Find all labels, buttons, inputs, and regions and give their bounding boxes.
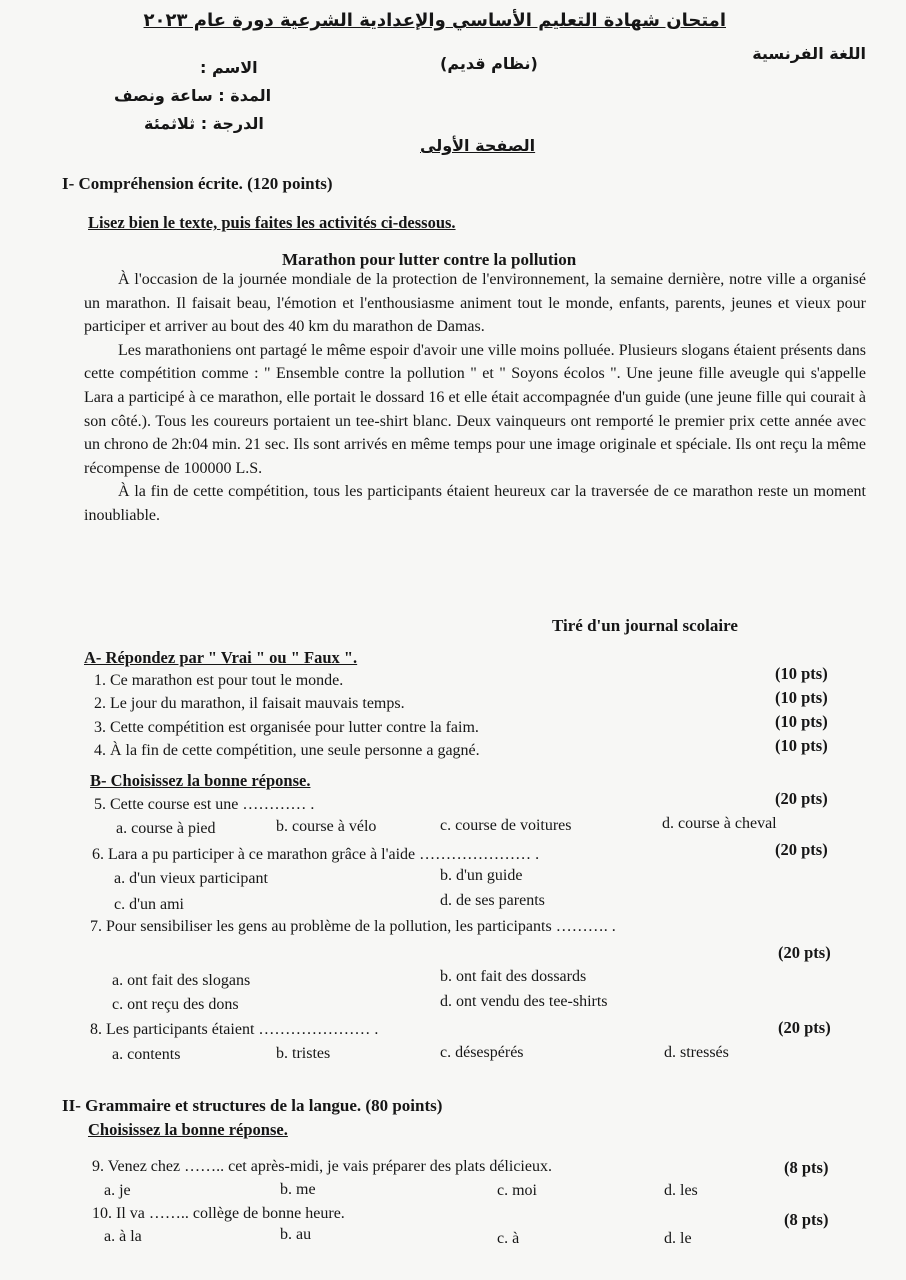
paragraph-3: À la fin de cette compétition, tous les participants étaient heureux car la traversée de ce marathon reste un moment inoubliable. — [84, 483, 866, 524]
question-8-points: (20 pts) — [778, 1018, 831, 1037]
q7-option-a: a. ont fait des slogans — [112, 972, 251, 989]
q10-option-a: a. à la — [104, 1228, 142, 1245]
text-source: Tiré d'un journal scolaire — [552, 616, 738, 635]
q10-option-b: b. au — [280, 1226, 312, 1243]
q8-option-d: d. stressés — [664, 1044, 729, 1061]
question-4: 4. À la fin de cette compétition, une seule personne a gagné. — [94, 742, 480, 759]
paragraph-1: À l'occasion de la journée mondiale de la protection de l'environnement, la semaine dernière, notre ville a organisé un marathon. Il faisait beau, l'émotion et l'enthousiasme animent tout le monde, enfants, parents, jeunes et vieux pour participer et arriver au bout des 40 km du marathon de Damas. — [84, 271, 866, 336]
section1-instruction: Lisez bien le texte, puis faites les activités ci-dessous. — [88, 213, 456, 232]
q5-option-a: a. course à pied — [116, 820, 216, 837]
text-title: Marathon pour lutter contre la pollution — [282, 250, 577, 269]
q8-option-b: b. tristes — [276, 1045, 331, 1062]
q5-option-d: d. course à cheval — [662, 815, 777, 832]
q8-option-a: a. contents — [112, 1046, 181, 1063]
question-3: 3. Cette compétition est organisée pour lutter contre la faim. — [94, 719, 479, 736]
section1-title: I- Compréhension écrite. (120 points) — [62, 174, 333, 193]
subject-label: اللغة الفرنسية — [752, 44, 866, 63]
question-3-points: (10 pts) — [775, 712, 828, 731]
q7-option-d: d. ont vendu des tee-shirts — [440, 993, 608, 1010]
question-9: 9. Venez chez …….. cet après-midi, je vais préparer des plats délicieux. — [92, 1158, 552, 1175]
q9-option-a: a. je — [104, 1182, 131, 1199]
q5-option-b: b. course à vélo — [276, 818, 377, 835]
question-6-points: (20 pts) — [775, 840, 828, 859]
exam-title: امتحان شهادة التعليم الأساسي والإعدادية الشرعية دورة عام ٢٠٢٣ — [143, 10, 726, 31]
question-4-points: (10 pts) — [775, 736, 828, 755]
question-5-points: (20 pts) — [775, 789, 828, 808]
q6-option-c: c. d'un ami — [114, 896, 184, 913]
question-7: 7. Pour sensibiliser les gens au problème de la pollution, les participants ………. . — [90, 918, 616, 935]
page-label: الصفحة الأولى — [420, 136, 536, 155]
question-2-points: (10 pts) — [775, 688, 828, 707]
duration-label: المدة : ساعة ونصف — [114, 86, 272, 105]
question-5: 5. Cette course est une ………… . — [94, 796, 315, 813]
q9-option-c: c. moi — [497, 1182, 537, 1199]
question-9-points: (8 pts) — [784, 1158, 829, 1177]
q9-option-b: b. me — [280, 1181, 316, 1198]
question-10-points: (8 pts) — [784, 1210, 829, 1229]
q8-option-c: c. désespérés — [440, 1044, 524, 1061]
question-7-points: (20 pts) — [778, 943, 831, 962]
question-6: 6. Lara a pu participer à ce marathon grâce à l'aide ………………… . — [92, 846, 540, 863]
q7-option-c: c. ont reçu des dons — [112, 996, 239, 1013]
section2-instruction: Choisissez la bonne réponse. — [88, 1120, 288, 1139]
grade-label: الدرجة : ثلاثمئة — [144, 114, 264, 133]
question-8: 8. Les participants étaient ………………… . — [90, 1021, 379, 1038]
q6-option-d: d. de ses parents — [440, 892, 545, 909]
question-1-points: (10 pts) — [775, 664, 828, 683]
q6-option-b: b. d'un guide — [440, 867, 523, 884]
system-label: (نظام قديم) — [440, 54, 538, 73]
q10-option-c: c. à — [497, 1230, 520, 1247]
q7-option-b: b. ont fait des dossards — [440, 968, 587, 985]
q6-option-a: a. d'un vieux participant — [114, 870, 268, 887]
q5-option-c: c. course de voitures — [440, 817, 572, 834]
paragraph-2: Les marathoniens ont partagé le même espoir d'avoir une ville moins polluée. Plusieurs slogans étaient présents dans cette compétition comme : " Ensemble contre la pollution " et " Soyons écolos ". Une jeune fille aveugle qui s'appelle Lara a participé à ce marathon, elle portait le dossard 16 et elle était accompagnée d'un guide (une jeune fille qui courait à son côté.). Tous les coureurs portaient un tee-shirt blanc. Deux vainqueurs ont remporté le premier prix cette année avec un chrono de 2h:04 min. 21 sec. Ils sont arrivés en même temps pour une image originale et spéciale. Ils ont reçu la même récompense de 100000 L.S. — [84, 341, 866, 477]
name-label: الاسم : — [200, 58, 258, 77]
question-1: 1. Ce marathon est pour tout le monde. — [94, 672, 344, 689]
q10-option-d: d. le — [664, 1230, 692, 1247]
q9-option-d: d. les — [664, 1182, 698, 1199]
text-body — [84, 268, 866, 528]
question-10: 10. Il va …….. collège de bonne heure. — [92, 1205, 345, 1222]
section2-title: II- Grammaire et structures de la langue. (80 points) — [62, 1096, 443, 1115]
partA-title: A- Répondez par " Vrai " ou " Faux ". — [84, 648, 358, 667]
partB-title: B- Choisissez la bonne réponse. — [90, 771, 311, 790]
question-2: 2. Le jour du marathon, il faisait mauvais temps. — [94, 695, 405, 712]
